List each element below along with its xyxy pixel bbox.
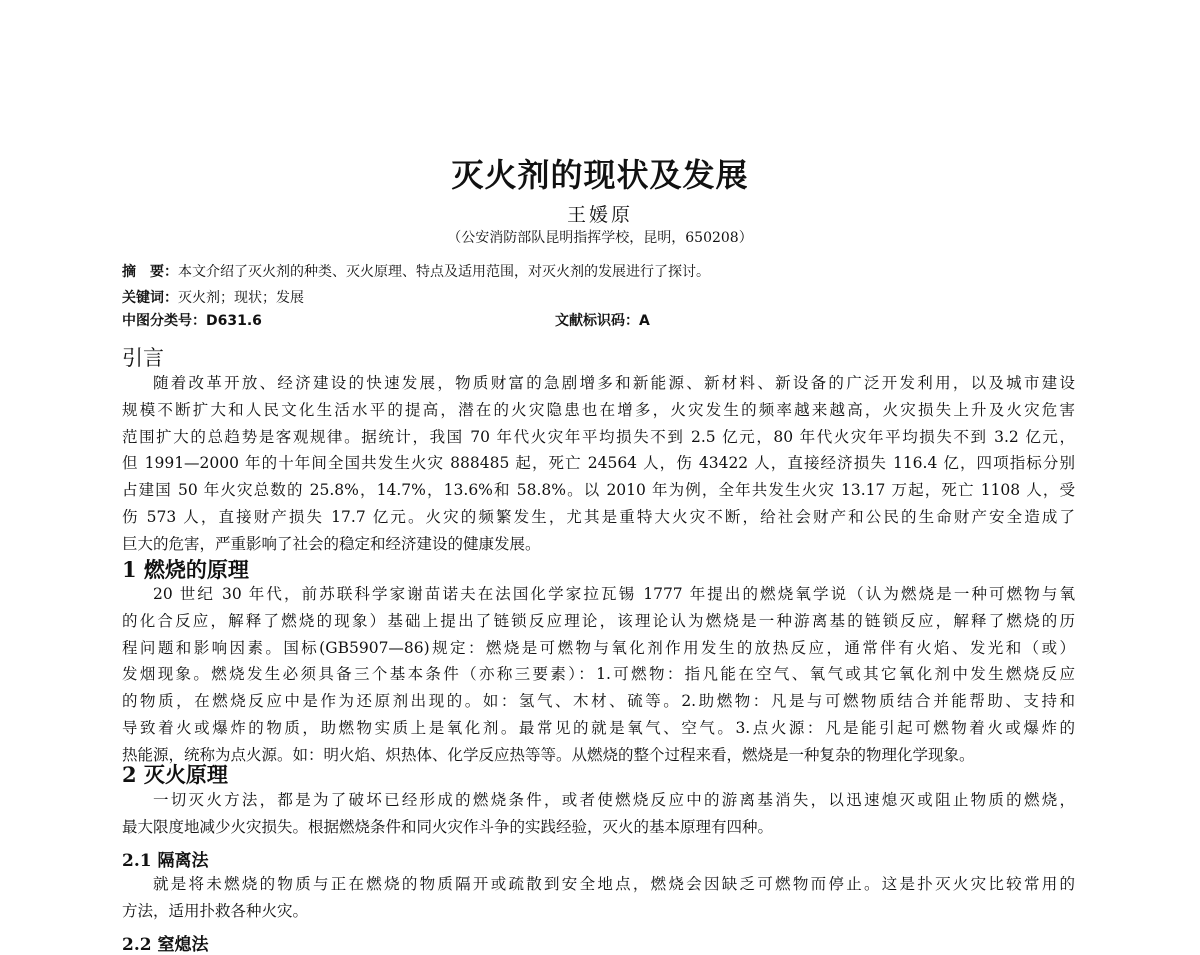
heading-section-2-2: 2.2 窒熄法 (122, 935, 209, 955)
abstract-text: 本文介绍了灭火剂的种类、灭火原理、特点及适用范围，对灭火剂的发展进行了探讨。 (178, 264, 710, 280)
text-line: 范围扩大的总趋势是客观规律。据统计，我国 70 年代火灾年平均损失不到 2.5 亿元，80 年代火灾年平均损失不到 3.2 亿元， (122, 427, 1075, 446)
author-name: 王媛原 (566, 204, 633, 226)
abstract-label: 摘 要： (122, 264, 178, 280)
heading-section-2-1: 2.1 隔离法 (122, 851, 209, 871)
keywords (122, 287, 304, 307)
text-line: 一切灭火方法，都是为了破坏已经形成的燃烧条件，或者使燃烧反应中的游离基消失，以迅速熄灭或阻止物质的燃烧， (153, 791, 1075, 809)
paragraph-section-1 (122, 581, 1075, 769)
paragraph-section-2 (122, 787, 1075, 841)
heading-section-2: 2 灭火原理 (122, 762, 228, 787)
text-line: 巨大的危害，严重影响了社会的稳定和经济建设的健康发展。 (122, 534, 541, 553)
text-line: 最大限度地减少火灾损失。根据燃烧条件和同火灾作斗争的实践经验，灭火的基本原理有四种。 (122, 817, 774, 836)
text-line: 20 世纪 30 年代，前苏联科学家谢苗诺夫在法国化学家拉瓦锡 1777 年提出的燃烧氧学说（认为燃烧是一种可燃物与氧 (153, 585, 1075, 603)
paragraph-intro (122, 370, 1075, 558)
doc-code-value: A (639, 313, 650, 329)
text-line: 导致着火或爆炸的物质，助燃物实质上是氧化剂。最常见的就是氧气、空气。3.点火源：凡是能引起可燃物着火或爆炸的 (122, 718, 1075, 737)
text-line: 的物质，在燃烧反应中是作为还原剂出现的。如：氢气、木材、硫等。2.助燃物：凡是与可燃物质结合并能帮助、支持和 (122, 692, 1075, 711)
text-line: 规模不断扩大和人民文化生活水平的提高，潜在的火灾隐患也在增多，火灾发生的频率越来越高，火灾损失上升及火灾危害 (122, 400, 1075, 419)
text-line: 随着改革开放、经济建设的快速发展，物质财富的急剧增多和新能源、新材料、新设备的广泛开发利用，以及城市建设 (153, 374, 1075, 392)
keywords-text: 灭火剂；现状；发展 (178, 290, 304, 306)
document-code (555, 310, 650, 330)
paper-title: 灭火剂的现状及发展 (451, 156, 749, 194)
clc-value: D631.6 (206, 313, 262, 329)
text-line: 程问题和影响因素。国标(GB5907—86)规定：燃烧是可燃物与氧化剂作用发生的放热反应，通常伴有火焰、发光和（或） (122, 638, 1075, 657)
author-affiliation: （公安消防部队昆明指挥学校，昆明，650208） (447, 230, 753, 246)
text-line: 占建国 50 年火灾总数的 25.8%，14.7%，13.6%和 58.8%。以 2010 年为例，全年共发生火灾 13.17 万起，死亡 1108 人，受 (122, 481, 1075, 500)
text-line: 热能源，统称为点火源。如：明火焰、炽热体、化学反应热等等。从燃烧的整个过程来看，燃烧是一种复杂的物理化学现象。 (122, 745, 975, 764)
text-line: 方法，适用扑救各种火灾。 (122, 901, 309, 920)
clc-label: 中图分类号： (122, 313, 206, 329)
keywords-label: 关键词： (122, 290, 178, 306)
abstract (122, 261, 710, 281)
text-line: 发烟现象。燃烧发生必须具备三个基本条件（亦称三要素）：1.可燃物：指凡能在空气、氧气或其它氧化剂中发生燃烧反应 (122, 665, 1075, 684)
classification-number (122, 310, 262, 330)
text-line: 的化合反应，解释了燃烧的现象）基础上提出了链锁反应理论，该理论认为燃烧是一种游离基的链锁反应，解释了燃烧的历 (122, 611, 1075, 630)
text-line: 伤 573 人，直接财产损失 17.7 亿元。火灾的频繁发生，尤其是重特大火灾不断，给社会财产和公民的生命财产安全造成了 (122, 507, 1075, 526)
paragraph-section-2-1 (122, 871, 1075, 925)
doc-code-label: 文献标识码： (555, 313, 639, 329)
heading-intro: 引言 (122, 346, 164, 370)
text-line: 就是将未燃烧的物质与正在燃烧的物质隔开或疏散到安全地点，燃烧会因缺乏可燃物而停止。这是扑灭火灾比较常用的 (153, 875, 1075, 893)
text-line: 但 1991—2000 年的十年间全国共发生火灾 888485 起，死亡 24564 人，伤 43422 人，直接经济损失 116.4 亿，四项指标分别 (122, 454, 1075, 473)
heading-section-1: 1 燃烧的原理 (122, 557, 249, 582)
